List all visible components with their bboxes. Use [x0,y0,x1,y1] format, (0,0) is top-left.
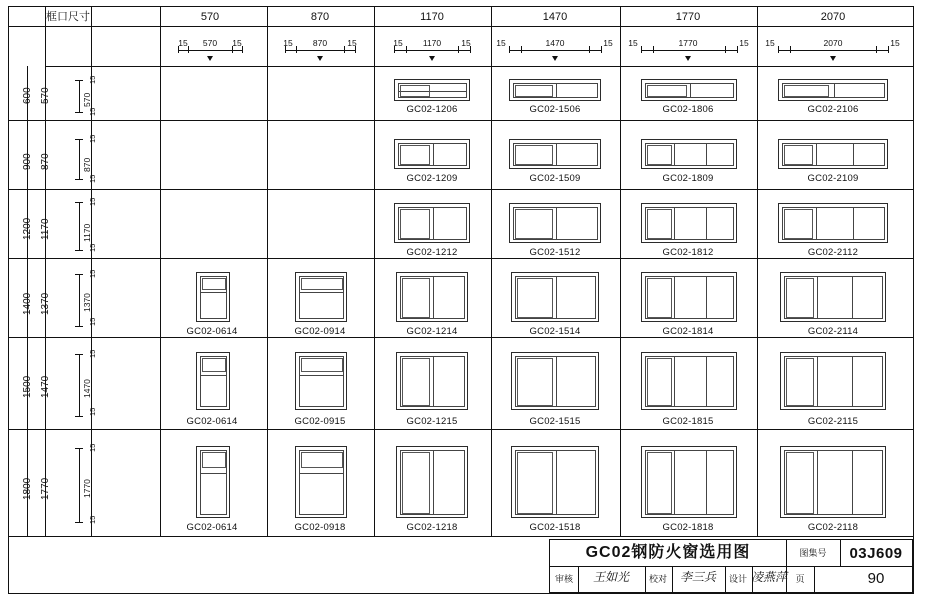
row-height-5: 1470 [40,375,51,398]
window-code: GC02-1215 [406,416,458,427]
row-dim-line-5 [79,354,80,416]
grid-line-v [267,7,268,536]
dim-text: 15 [765,38,775,48]
title-block-line [840,540,841,566]
dim-line [778,50,888,51]
dim-tick [725,46,726,53]
window-figure [641,272,737,322]
dim-text: 570 [202,38,218,48]
window-code: GC02-0914 [294,326,346,337]
title-block-line [725,566,726,593]
row-height-dim-5: 1470 [82,379,92,398]
dim-text: 15 [739,38,749,48]
window-code: GC02-1818 [662,522,714,533]
col-width-5: 1770 [675,11,701,23]
grid-line-v [374,7,375,536]
dim-line [509,50,601,51]
row-dim-tick [75,274,83,275]
grid-line-v [620,7,621,536]
row-mark-top-3: 15 [88,197,97,206]
row-dim-tick [75,112,83,113]
design-name: 凌燕萍 [750,570,788,584]
row-mark-top-1: 15 [88,75,97,84]
row-mark-top-4: 15 [88,269,97,278]
window-code: GC02-1214 [406,326,458,337]
dim-text: 870 [312,38,328,48]
window-figure [509,79,601,101]
window-figure [396,446,468,518]
dim-tick [653,46,654,53]
window-code: GC02-2112 [807,247,859,258]
dim-tick [601,46,602,53]
title-block-line [578,566,579,593]
grid-line-h [9,536,913,537]
grid-line-h [45,66,913,67]
row-height-3: 1170 [40,218,51,240]
row-height-dim-3: 1170 [82,223,92,242]
window-code: GC02-1812 [662,247,714,258]
grid-line-v [491,7,492,536]
window-code: GC02-1512 [529,247,581,258]
row-mark-bottom-5: 15 [88,407,97,416]
dim-arrow [685,56,691,61]
check-name: 李三兵 [679,570,717,584]
window-figure [394,203,470,243]
window-code: GC02-1806 [662,104,714,115]
window-figure [641,139,737,169]
dim-text: 1470 [545,38,565,48]
window-code: GC02-0915 [294,416,346,427]
dim-text: 2070 [823,38,843,48]
row-dim-line-2 [79,139,80,179]
row-height-dim-1: 570 [82,92,92,107]
title-block-line [786,540,787,593]
grid-line-v [160,7,161,536]
grid-line-h [9,120,913,121]
row-dim-tick [75,448,83,449]
row-dim-tick [75,202,83,203]
window-figure [511,446,599,518]
row-height-6: 1770 [40,477,51,500]
window-figure [778,79,888,101]
row-height-4: 1370 [40,292,51,315]
window-code: GC02-0614 [186,326,238,337]
window-code: GC02-1506 [529,104,581,115]
row-mark-top-5: 15 [88,349,97,358]
row-mark-bottom-3: 15 [88,243,97,252]
window-code: GC02-1814 [662,326,714,337]
window-code: GC02-1206 [406,104,458,115]
row-height-1: 570 [40,87,51,104]
dim-line [641,50,737,51]
window-figure [295,272,347,322]
dim-text: 15 [178,38,188,48]
row-dim-tick [75,354,83,355]
row-opening-1: 600 [22,87,33,104]
window-code: GC02-2109 [807,173,859,184]
dim-tick [589,46,590,53]
dim-tick [888,46,889,53]
row-mark-bottom-6: 15 [88,515,97,524]
window-code: GC02-1212 [406,247,458,258]
row-height-2: 870 [40,153,51,170]
col-width-2: 870 [310,11,330,23]
dim-tick [509,46,510,53]
dim-arrow [317,56,323,61]
dim-text: 15 [393,38,403,48]
window-code: GC02-0614 [186,522,238,533]
row-dim-tick [75,80,83,81]
dim-tick [790,46,791,53]
dim-tick [188,46,189,53]
dim-text: 15 [628,38,638,48]
window-figure [196,446,230,518]
row-dim-tick [75,179,83,180]
grid-line-h [9,429,913,430]
title-block-line [672,566,673,593]
row-dim-tick [75,326,83,327]
row-opening-3: 1200 [22,217,33,240]
dim-text: 15 [603,38,613,48]
row-opening-6: 1800 [22,477,33,500]
row-dim-tick [75,250,83,251]
dim-arrow [429,56,435,61]
col-width-1: 570 [200,11,220,23]
col-width-3: 1170 [420,11,444,23]
grid-line-v [757,7,758,536]
row-dim-line-4 [79,274,80,326]
window-code: GC02-1218 [406,522,458,533]
dim-tick [344,46,345,53]
window-figure [778,139,888,169]
dim-arrow [207,56,213,61]
window-code: GC02-2115 [807,416,859,427]
row-height-dim-2: 870 [82,157,92,172]
dim-text: 1770 [678,38,698,48]
atlas-label: 图集号 [799,548,827,558]
dim-text: 15 [283,38,293,48]
dim-tick [521,46,522,53]
dim-tick [296,46,297,53]
row-dim-line-6 [79,448,80,522]
row-opening-2: 900 [22,153,33,170]
row-dim-line-1 [79,80,80,112]
window-figure [196,272,230,322]
dim-arrow [552,56,558,61]
row-dim-tick [75,416,83,417]
grid-line-h [9,337,913,338]
window-figure [511,272,599,322]
grid-line-h [9,26,913,27]
window-figure [394,79,470,101]
window-figure [394,139,470,169]
window-figure [295,446,347,518]
window-code: GC02-2106 [807,104,859,115]
window-figure [396,272,468,322]
row-height-dim-6: 1770 [82,479,92,498]
header-opening-size-label: 框口尺寸 [46,11,90,23]
dim-text: 15 [232,38,242,48]
dim-tick [406,46,407,53]
atlas-number: 03J609 [849,545,903,562]
window-code: GC02-1209 [406,173,458,184]
dim-tick [641,46,642,53]
dim-text: 15 [347,38,357,48]
window-code: GC02-1815 [662,416,714,427]
dim-arrow [830,56,836,61]
check-label: 校对 [648,574,668,584]
window-code: GC02-1509 [529,173,581,184]
row-mark-bottom-4: 15 [88,317,97,326]
row-opening-5: 1500 [22,375,33,398]
drawing-title: GC02钢防火窗选用图 [585,544,751,561]
window-code: GC02-1514 [529,326,581,337]
window-figure [196,352,230,410]
dim-text: 15 [890,38,900,48]
row-mark-bottom-2: 15 [88,174,97,183]
dim-tick [242,46,243,53]
window-figure [641,203,737,243]
row-dim-tick [75,522,83,523]
col-width-6: 2070 [820,11,846,23]
grid-line-h [9,258,913,259]
dim-tick [737,46,738,53]
dim-tick [876,46,877,53]
row-dim-line-3 [79,202,80,250]
window-figure [780,272,886,322]
window-code: GC02-1515 [529,416,581,427]
window-figure [396,352,468,410]
review-label: 审核 [554,574,574,584]
dim-tick [778,46,779,53]
window-figure [641,352,737,410]
col-width-4: 1470 [542,11,568,23]
window-code: GC02-1809 [662,173,714,184]
page-label: 页 [795,574,805,584]
window-code: GC02-0614 [186,416,238,427]
row-mark-bottom-1: 15 [88,107,97,116]
window-code: GC02-2114 [807,326,859,337]
dim-text: 15 [461,38,471,48]
title-block-line [645,566,646,593]
window-figure [295,352,347,410]
review-name: 王如光 [592,570,630,584]
window-code: GC02-0918 [294,522,346,533]
page-number: 90 [867,570,885,587]
window-figure [509,203,601,243]
design-label: 设计 [728,574,748,584]
row-mark-top-6: 15 [88,443,97,452]
row-dim-tick [75,139,83,140]
window-figure [641,79,737,101]
window-figure [641,446,737,518]
row-height-dim-4: 1370 [82,293,92,312]
row-opening-4: 1400 [22,292,33,315]
window-code: GC02-1518 [529,522,581,533]
grid-line-h [9,189,913,190]
window-figure [778,203,888,243]
window-figure [509,139,601,169]
dim-text: 15 [496,38,506,48]
window-figure [780,446,886,518]
dim-text: 1170 [422,38,442,48]
title-block-line [814,566,815,593]
window-code: GC02-2118 [807,522,859,533]
window-figure [511,352,599,410]
dim-tick [458,46,459,53]
window-figure [780,352,886,410]
row-mark-top-2: 15 [88,134,97,143]
title-block-line [550,566,912,567]
